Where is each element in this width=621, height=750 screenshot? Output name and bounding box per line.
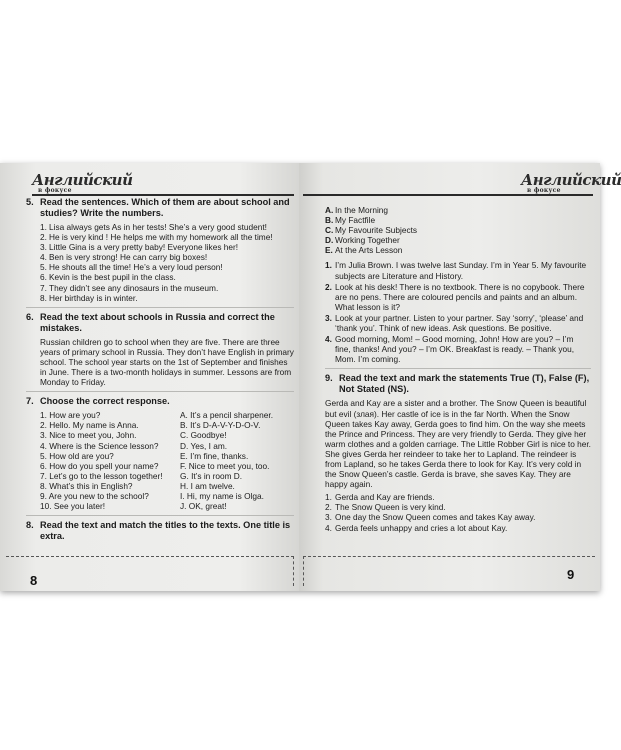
answer-item: H. I am twelve. bbox=[180, 480, 235, 491]
list-item: 3. One day the Snow Queen comes and takes Kay away. bbox=[325, 512, 536, 523]
short-texts bbox=[325, 260, 591, 364]
list-item: C. My Favourite Subjects bbox=[325, 225, 418, 236]
section-divider bbox=[26, 391, 294, 392]
list-item: 1. I’m Julia Brown. I was twelve last Sunday. I’m in Year 5. My favourite subjects are Literature and History. bbox=[325, 260, 587, 281]
book-spread bbox=[0, 163, 621, 591]
page-footer bbox=[303, 556, 595, 586]
questions-column bbox=[40, 410, 180, 511]
task-7-columns bbox=[26, 410, 294, 511]
answer-item: C. Goodbye! bbox=[180, 430, 227, 441]
answer-item: J. OK, great! bbox=[180, 501, 227, 512]
right-page bbox=[299, 163, 621, 591]
answer-item: F. Nice to meet you, too. bbox=[180, 460, 270, 471]
task-9-text: Gerda and Kay are a sister and a brother. The Snow Queen is beautiful but evil (злая). Her castle of ice is in the far North. When the Snow Queen takes Kay away, Gerda goes to find him. On the way she meets the Prince and Princess. They are very friendly to Gerda. They give her warm clothes and a golden carriage. The Little Robber Girl is nice to her. She gives Gerda her reindeer to take her to Lapland. The reindeer is from Lapland, so he takes Gerda there to look for Kay. It’s very cold in the Snow Queen’s castle. Gerda is brave, she saves Kay. They are happy again. bbox=[325, 398, 591, 490]
task-5-heading: 5. Read the sentences. Which of them are about school and studies? Write the numbers. bbox=[26, 197, 290, 218]
page-number: 8 bbox=[30, 573, 38, 588]
page-footer bbox=[6, 556, 294, 586]
question-item: 10. See you later! bbox=[40, 501, 106, 512]
task-9-statements bbox=[325, 492, 591, 532]
section-divider bbox=[26, 307, 294, 308]
answer-item: E. I’m fine, thanks. bbox=[180, 450, 249, 461]
question-item: 5. How old are you? bbox=[40, 450, 114, 461]
list-item: 2. Look at his desk! There is no textbook. There is no copybook. There are no pens. There are coloured pencils and paints and an album. What lesson is it? bbox=[325, 281, 585, 312]
list-item: 6. Kevin is the best pupil in the class. bbox=[40, 272, 176, 283]
list-item: 4. Ben is very strong! He can carry big boxes! bbox=[40, 252, 208, 263]
left-content bbox=[26, 197, 294, 542]
answer-item: I. Hi, my name is Olga. bbox=[180, 490, 264, 501]
list-item: 4. Gerda feels unhappy and cries a lot about Kay. bbox=[325, 522, 508, 533]
list-item: 2. The Snow Queen is very kind. bbox=[325, 502, 446, 513]
question-item: 7. Let’s go to the lesson together! bbox=[40, 470, 163, 481]
section-divider bbox=[325, 368, 591, 369]
task-8-heading: 8. Read the text and match the titles to the texts. One title is extra. bbox=[26, 520, 291, 542]
task-9-heading: 9. Read the text and mark the statements True (T), False (F), Not Stated (NS). bbox=[325, 373, 590, 395]
list-item: 2. He is very kind ! He helps me with my homework all the time! bbox=[40, 232, 273, 243]
answer-item: B. It’s D-A-V-Y-D-O-V. bbox=[180, 420, 261, 431]
list-item: 3. Look at your partner. Listen to your partner. Say ‘sorry’, ‘please’ and ‘thank you’. Think of new ideas. Ask questions. Be positive. bbox=[325, 312, 584, 334]
list-item: 7. They didn’t see any dinosaurs in the museum. bbox=[40, 282, 219, 293]
book-logo: Английский в фокусе bbox=[521, 171, 621, 194]
list-item: 1. Gerda and Kay are friends. bbox=[325, 492, 435, 503]
question-item: 2. Hello. My name is Anna. bbox=[40, 420, 139, 431]
task-6-text: Russian children go to school when they are five. There are three years of primary school in Russia. They don’t have English in primary school. The school year starts on the 1st of September and finishes in June. There is a two-month holidays in summer. Lessons are from Monday to Friday. bbox=[40, 336, 294, 388]
book-logo: Английский в фокусе bbox=[32, 171, 133, 194]
question-item: 8. What’s this in English? bbox=[40, 480, 133, 491]
list-item: D. Working Together bbox=[325, 235, 400, 246]
header-rule bbox=[32, 194, 294, 196]
list-item: 4. Good morning, Mom! – Good morning, John! How are you? – I’m fine, thanks! And you? – I’m OK. Breakfast is ready. – Thank you, Mom. I’m coming. bbox=[325, 334, 575, 365]
page-number: 9 bbox=[567, 567, 575, 582]
answers-column bbox=[180, 410, 294, 511]
question-item: 6. How do you spell your name? bbox=[40, 460, 159, 471]
section-divider bbox=[26, 515, 294, 516]
answer-item: A. It’s a pencil sharpener. bbox=[180, 410, 274, 421]
title-options bbox=[325, 205, 591, 255]
list-item: A. In the Morning bbox=[325, 205, 389, 215]
question-item: 9. Are you new to the school? bbox=[40, 490, 149, 501]
list-item: 3. Little Gina is a very pretty baby! Everyone likes her! bbox=[40, 242, 239, 253]
task-6-heading: 6. Read the text about schools in Russia and correct the mistakes. bbox=[26, 311, 275, 333]
question-item: 3. Nice to meet you, John. bbox=[40, 430, 137, 441]
answer-item: G. It’s in room D. bbox=[180, 470, 243, 481]
question-item: 1. How are you? bbox=[40, 410, 101, 421]
header-rule bbox=[303, 194, 593, 196]
list-item: E. At the Arts Lesson bbox=[325, 245, 403, 256]
task-5-sentences bbox=[26, 222, 294, 303]
list-item: 8. Her birthday is in winter. bbox=[40, 292, 138, 303]
right-content bbox=[325, 205, 591, 533]
list-item: 1. Lisa always gets As in her tests! She’s a very good student! bbox=[40, 222, 267, 232]
answer-item: D. Yes, I am. bbox=[180, 440, 228, 451]
task-7-heading: 7. Choose the correct response. bbox=[26, 396, 170, 407]
left-page bbox=[0, 163, 299, 591]
list-item: 5. He shouts all the time! He’s a very loud person! bbox=[40, 262, 223, 273]
list-item: B. My Factfile bbox=[325, 215, 376, 226]
question-item: 4. Where is the Science lesson? bbox=[40, 440, 159, 451]
